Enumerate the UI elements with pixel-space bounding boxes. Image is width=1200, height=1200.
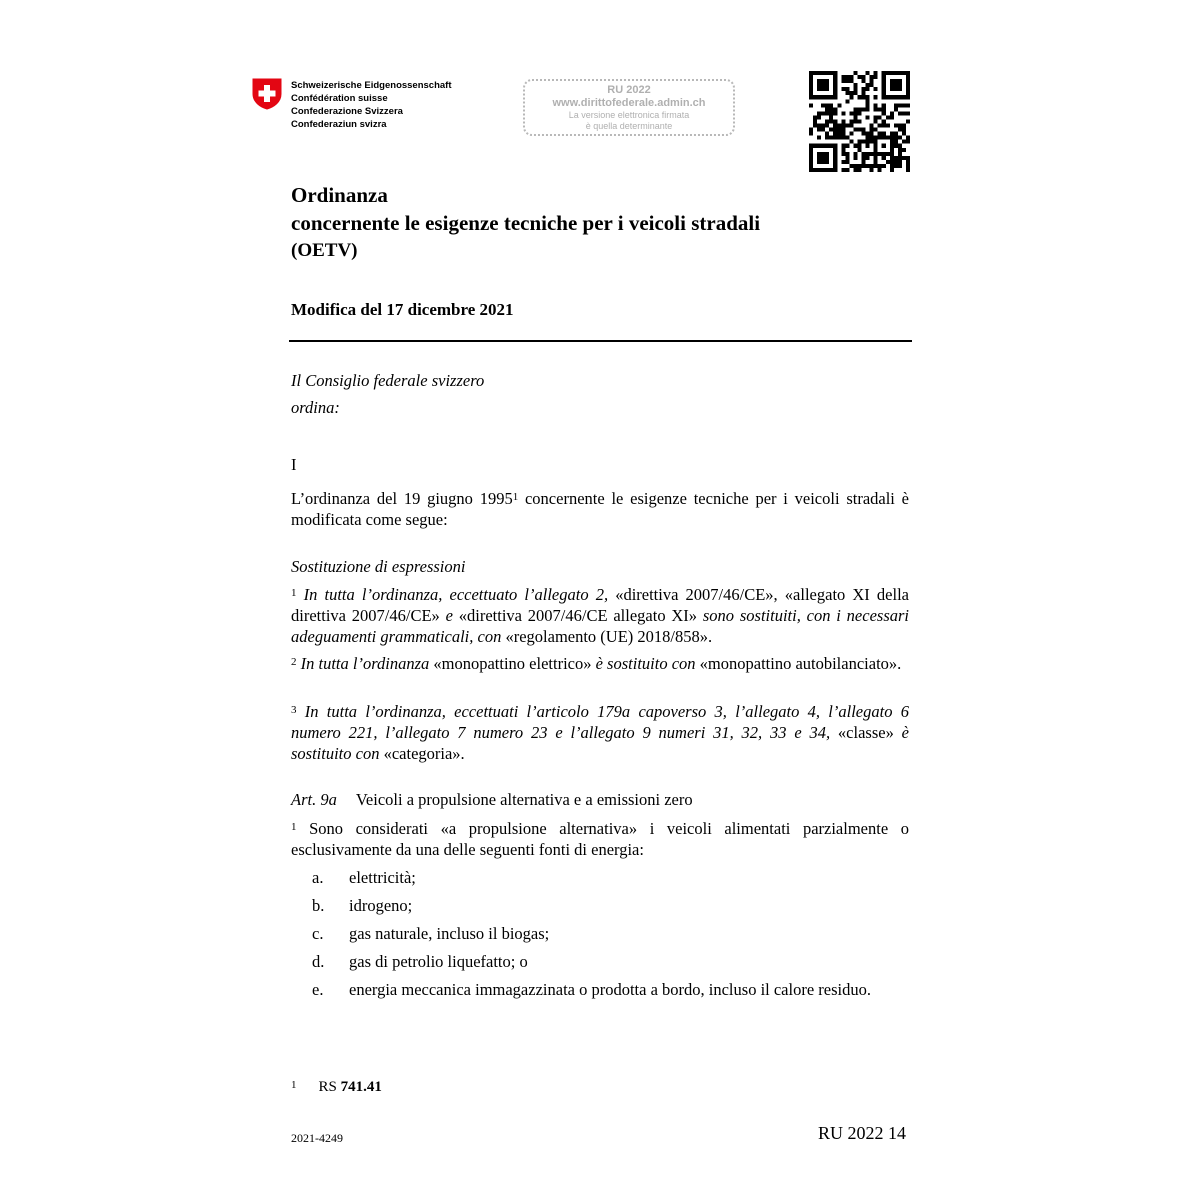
footnote-number: 1 xyxy=(291,1079,297,1091)
agency-line-fr: Confédération suisse xyxy=(291,93,388,104)
article-paragraph-text: Sono considerati «a propulsione alternativa» i veicoli alimentati parzialmente o esclusivamente da una delle seguenti fonti di energia: xyxy=(291,819,909,859)
title-line-1: Ordinanza xyxy=(291,183,388,207)
agency-line-rm: Confederaziun svizra xyxy=(291,119,387,130)
intro-text-start: L’ordinanza del 19 giugno 1995 xyxy=(291,489,513,508)
list-item-text: gas di petrolio liquefatto; o xyxy=(349,952,528,971)
title-line-3: (OETV) xyxy=(291,240,358,261)
p3-text-d: «categoria». xyxy=(379,744,465,763)
title-line-2: concernente le esigenze tecniche per i veicoli stradali xyxy=(291,211,761,235)
article-heading xyxy=(291,789,909,810)
p1-text-d: «direttiva 2007/46/CE allegato XI» xyxy=(458,606,698,625)
list-item-text: energia meccanica immagazzinata o prodotta a bordo, incluso il calore residuo. xyxy=(349,980,871,999)
p2-italic-c: è sostituito con xyxy=(595,654,696,673)
p3-italic-c: è sostituito con xyxy=(291,723,909,763)
p1-italic-a: In tutta l’ordinanza, eccettuato l’allegato 2, xyxy=(296,585,609,604)
paragraph-3 xyxy=(291,701,909,764)
p2-italic-a: In tutta l’ordinanza xyxy=(296,654,430,673)
p1-text-f: «regolamento (UE) 2018/858». xyxy=(505,627,713,646)
list-item-text: idrogeno; xyxy=(349,896,413,915)
preamble-line-1: Il Consiglio federale svizzero xyxy=(291,371,485,390)
footnote-reference[interactable]: 1 xyxy=(512,491,519,503)
intro-paragraph xyxy=(291,488,909,530)
swiss-cross-shield-icon xyxy=(252,78,282,110)
list-item xyxy=(312,979,909,1000)
article-label: Art. 9a xyxy=(291,790,337,809)
p2-text-b: «monopattino elettrico» xyxy=(429,654,596,673)
p3-italic-a: In tutta l’ordinanza, eccettuati l’articolo 179a capoverso 3, l’allegato 4, l’allegato 6 numero 221, l’allegato 7 numero 23 e l’allegato 9 numeri 31, 32, 33 e 34, xyxy=(291,702,909,742)
footnote-prefix: RS xyxy=(318,1079,341,1095)
agency-line-de: Schweizerische Eidgenossenschaft xyxy=(291,80,452,91)
agency-name xyxy=(291,79,452,131)
paragraph-2 xyxy=(291,653,909,674)
section-number: I xyxy=(291,455,297,474)
list-item xyxy=(312,867,909,888)
document-title xyxy=(291,181,760,264)
preamble-line-2: ordina: xyxy=(291,398,340,417)
stamp-line-1: RU 2022 xyxy=(607,84,651,96)
list-item-label: b. xyxy=(312,896,325,915)
list-item-label: c. xyxy=(312,924,324,943)
stamp-line-3: La versione elettronica firmata xyxy=(568,110,690,120)
list-item-label: e. xyxy=(312,980,324,999)
footnote xyxy=(291,1079,382,1096)
section-heading: Sostituzione di espressioni xyxy=(291,557,466,576)
agency-line-it: Confederazione Svizzera xyxy=(291,106,403,117)
list-item xyxy=(312,923,909,944)
list-item-text: elettricità; xyxy=(349,868,416,887)
paragraph-number: 2 xyxy=(291,656,297,668)
stamp-line-2: www.dirittofederale.admin.ch xyxy=(552,97,706,109)
paragraph-number: 3 xyxy=(291,704,297,716)
paragraph-number: 1 xyxy=(291,821,297,833)
p3-text-b: «classe» xyxy=(830,723,902,742)
p1-italic-c: e xyxy=(439,606,459,625)
list-item xyxy=(312,895,909,916)
intro-text-end: concernente le esigenze tecniche per i veicoli stradali è modificata come segue: xyxy=(291,489,909,529)
footnote-reference-number: 741.41 xyxy=(340,1079,382,1095)
electronic-signature-stamp xyxy=(523,79,735,136)
p1-text-b: «direttiva 2007/46/CE», «allegato XI della direttiva 2007/46/CE» xyxy=(291,585,909,625)
amendment-date: Modifica del 17 dicembre 2021 xyxy=(291,300,514,319)
divider xyxy=(289,340,912,342)
list-item-text: gas naturale, incluso il biogas; xyxy=(349,924,550,943)
list-item-label: a. xyxy=(312,868,324,887)
document-number: 2021-4249 xyxy=(291,1131,343,1145)
stamp-line-4: è quella determinante xyxy=(585,121,673,131)
paragraph-number: 1 xyxy=(291,587,297,599)
p2-text-d: «monopattino autobilanciato». xyxy=(695,654,902,673)
list-item-label: d. xyxy=(312,952,325,971)
list-item xyxy=(312,951,909,972)
qr-code-icon xyxy=(809,71,910,172)
article-paragraph-1 xyxy=(291,818,909,860)
article-title: Veicoli a propulsione alternativa e a emissioni zero xyxy=(355,790,693,809)
paragraph-1 xyxy=(291,584,909,647)
p1-italic-e: sono sostituiti, con i necessari adeguamenti grammaticali, con xyxy=(291,606,909,646)
page-reference: RU 2022 14 xyxy=(818,1123,907,1143)
